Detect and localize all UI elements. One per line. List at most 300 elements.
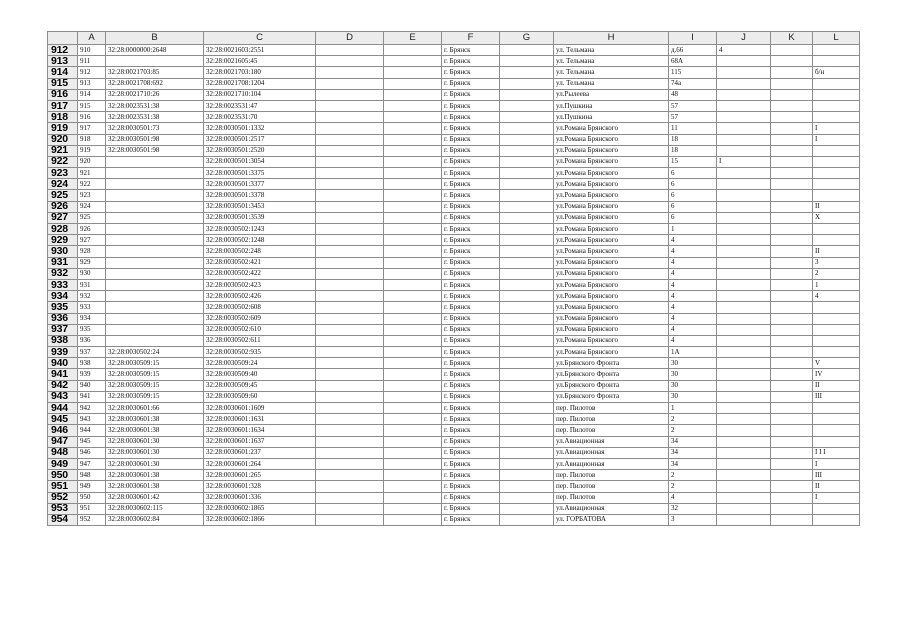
cell-b[interactable]	[106, 56, 204, 67]
cell-j[interactable]	[717, 425, 771, 436]
cell-k[interactable]	[771, 190, 813, 201]
cell-f[interactable]: г. Брянск	[442, 145, 500, 156]
cell-h[interactable]: ул. ГОРБАТОВА	[554, 514, 669, 525]
cell-i[interactable]: 6	[669, 201, 717, 212]
cell-c[interactable]: 32:28:0030501:3375	[204, 168, 316, 179]
cell-h[interactable]: ул.Романа Брянского	[554, 224, 669, 235]
cell-j[interactable]	[717, 78, 771, 89]
cell-g[interactable]	[500, 414, 554, 425]
row-header[interactable]: 952	[48, 492, 78, 503]
cell-l[interactable]: II	[813, 380, 860, 391]
cell-i[interactable]: 6	[669, 168, 717, 179]
cell-b[interactable]: 32:28:0030602:84	[106, 514, 204, 525]
cell-a[interactable]: 931	[78, 279, 106, 290]
cell-a[interactable]: 945	[78, 436, 106, 447]
cell-j[interactable]	[717, 335, 771, 346]
cell-j[interactable]	[717, 257, 771, 268]
row-header[interactable]: 933	[48, 279, 78, 290]
cell-h[interactable]: ул.Авиационная	[554, 436, 669, 447]
cell-j[interactable]	[717, 302, 771, 313]
cell-f[interactable]: г. Брянск	[442, 414, 500, 425]
cell-i[interactable]: 4	[669, 291, 717, 302]
cell-a[interactable]: 950	[78, 492, 106, 503]
cell-d[interactable]	[316, 123, 384, 134]
cell-b[interactable]: 32:28:0030601:30	[106, 447, 204, 458]
cell-b[interactable]	[106, 235, 204, 246]
cell-e[interactable]	[384, 156, 442, 167]
cell-l[interactable]	[813, 436, 860, 447]
cell-j[interactable]	[717, 201, 771, 212]
cell-j[interactable]	[717, 391, 771, 402]
cell-g[interactable]	[500, 201, 554, 212]
cell-l[interactable]: 2	[813, 268, 860, 279]
cell-h[interactable]: ул.Романа Брянского	[554, 134, 669, 145]
row-header[interactable]: 913	[48, 56, 78, 67]
cell-h[interactable]: ул.Брянского Фронта	[554, 358, 669, 369]
cell-g[interactable]	[500, 369, 554, 380]
cell-b[interactable]: 32:28:0023531:38	[106, 112, 204, 123]
row-header[interactable]: 935	[48, 302, 78, 313]
cell-i[interactable]: 57	[669, 100, 717, 111]
cell-i[interactable]: 30	[669, 358, 717, 369]
cell-c[interactable]: 32:28:0030502:611	[204, 335, 316, 346]
cell-c[interactable]: 32:28:0030502:935	[204, 347, 316, 358]
cell-a[interactable]: 923	[78, 190, 106, 201]
select-all-corner[interactable]	[48, 32, 78, 45]
cell-e[interactable]	[384, 268, 442, 279]
row-header[interactable]: 929	[48, 235, 78, 246]
cell-h[interactable]: ул.Романа Брянского	[554, 235, 669, 246]
cell-i[interactable]: 1	[669, 224, 717, 235]
cell-f[interactable]: г. Брянск	[442, 447, 500, 458]
cell-k[interactable]	[771, 134, 813, 145]
cell-e[interactable]	[384, 179, 442, 190]
cell-a[interactable]: 922	[78, 179, 106, 190]
cell-l[interactable]: 1	[813, 279, 860, 290]
cell-g[interactable]	[500, 436, 554, 447]
cell-f[interactable]: г. Брянск	[442, 514, 500, 525]
cell-a[interactable]: 934	[78, 313, 106, 324]
cell-c[interactable]: 32:28:0023531:70	[204, 112, 316, 123]
cell-i[interactable]: 30	[669, 380, 717, 391]
cell-d[interactable]	[316, 168, 384, 179]
cell-g[interactable]	[500, 179, 554, 190]
cell-l[interactable]: I	[813, 134, 860, 145]
cell-f[interactable]: г. Брянск	[442, 179, 500, 190]
cell-c[interactable]: 32:28:0030601:265	[204, 470, 316, 481]
cell-j[interactable]	[717, 246, 771, 257]
cell-j[interactable]	[717, 514, 771, 525]
cell-d[interactable]	[316, 458, 384, 469]
cell-h[interactable]: ул.Пушкина	[554, 100, 669, 111]
cell-b[interactable]: 32:28:0030502:24	[106, 347, 204, 358]
cell-g[interactable]	[500, 324, 554, 335]
cell-e[interactable]	[384, 347, 442, 358]
cell-c[interactable]: 32:28:0021708:1204	[204, 78, 316, 89]
cell-e[interactable]	[384, 313, 442, 324]
cell-f[interactable]: г. Брянск	[442, 425, 500, 436]
cell-k[interactable]	[771, 179, 813, 190]
cell-e[interactable]	[384, 458, 442, 469]
cell-g[interactable]	[500, 45, 554, 56]
cell-g[interactable]	[500, 347, 554, 358]
cell-a[interactable]: 921	[78, 168, 106, 179]
cell-e[interactable]	[384, 246, 442, 257]
cell-g[interactable]	[500, 78, 554, 89]
column-header-d[interactable]: D	[316, 32, 384, 45]
cell-g[interactable]	[500, 224, 554, 235]
cell-f[interactable]: г. Брянск	[442, 380, 500, 391]
cell-d[interactable]	[316, 436, 384, 447]
cell-j[interactable]	[717, 179, 771, 190]
cell-f[interactable]: г. Брянск	[442, 168, 500, 179]
cell-j[interactable]	[717, 492, 771, 503]
cell-d[interactable]	[316, 56, 384, 67]
cell-d[interactable]	[316, 335, 384, 346]
cell-b[interactable]	[106, 179, 204, 190]
cell-c[interactable]: 32:28:0030601:336	[204, 492, 316, 503]
cell-f[interactable]: г. Брянск	[442, 503, 500, 514]
cell-b[interactable]	[106, 291, 204, 302]
cell-g[interactable]	[500, 403, 554, 414]
cell-h[interactable]: ул.Авиационная	[554, 503, 669, 514]
cell-e[interactable]	[384, 224, 442, 235]
cell-l[interactable]	[813, 425, 860, 436]
cell-l[interactable]: II	[813, 481, 860, 492]
row-header[interactable]: 934	[48, 291, 78, 302]
cell-f[interactable]: г. Брянск	[442, 123, 500, 134]
cell-e[interactable]	[384, 380, 442, 391]
cell-j[interactable]	[717, 134, 771, 145]
row-header[interactable]: 936	[48, 313, 78, 324]
row-header[interactable]: 922	[48, 156, 78, 167]
cell-l[interactable]: I I I	[813, 447, 860, 458]
cell-j[interactable]	[717, 380, 771, 391]
cell-b[interactable]: 32:28:0030509:15	[106, 358, 204, 369]
cell-d[interactable]	[316, 470, 384, 481]
cell-e[interactable]	[384, 503, 442, 514]
cell-c[interactable]: 32:28:0030501:3054	[204, 156, 316, 167]
cell-e[interactable]	[384, 391, 442, 402]
cell-e[interactable]	[384, 403, 442, 414]
cell-f[interactable]: г. Брянск	[442, 56, 500, 67]
cell-l[interactable]	[813, 89, 860, 100]
cell-a[interactable]: 942	[78, 403, 106, 414]
cell-h[interactable]: ул. Тельмана	[554, 56, 669, 67]
cell-i[interactable]: 4	[669, 235, 717, 246]
column-header-b[interactable]: B	[106, 32, 204, 45]
cell-a[interactable]: 916	[78, 112, 106, 123]
cell-f[interactable]: г. Брянск	[442, 235, 500, 246]
cell-i[interactable]: 34	[669, 447, 717, 458]
cell-g[interactable]	[500, 235, 554, 246]
cell-k[interactable]	[771, 100, 813, 111]
cell-e[interactable]	[384, 335, 442, 346]
cell-l[interactable]	[813, 190, 860, 201]
cell-c[interactable]: 32:28:0030509:24	[204, 358, 316, 369]
cell-i[interactable]: 34	[669, 436, 717, 447]
cell-j[interactable]	[717, 324, 771, 335]
cell-l[interactable]: III	[813, 470, 860, 481]
cell-k[interactable]	[771, 201, 813, 212]
cell-d[interactable]	[316, 313, 384, 324]
row-header[interactable]: 944	[48, 403, 78, 414]
cell-d[interactable]	[316, 190, 384, 201]
cell-i[interactable]: 4	[669, 313, 717, 324]
cell-k[interactable]	[771, 492, 813, 503]
cell-d[interactable]	[316, 179, 384, 190]
cell-l[interactable]	[813, 78, 860, 89]
cell-h[interactable]: ул.Романа Брянского	[554, 347, 669, 358]
cell-d[interactable]	[316, 145, 384, 156]
cell-d[interactable]	[316, 156, 384, 167]
cell-e[interactable]	[384, 235, 442, 246]
cell-e[interactable]	[384, 302, 442, 313]
row-header[interactable]: 930	[48, 246, 78, 257]
cell-j[interactable]	[717, 369, 771, 380]
cell-e[interactable]	[384, 89, 442, 100]
cell-g[interactable]	[500, 212, 554, 223]
cell-d[interactable]	[316, 503, 384, 514]
cell-k[interactable]	[771, 470, 813, 481]
cell-d[interactable]	[316, 391, 384, 402]
cell-b[interactable]	[106, 302, 204, 313]
cell-g[interactable]	[500, 134, 554, 145]
cell-a[interactable]: 944	[78, 425, 106, 436]
row-header[interactable]: 949	[48, 458, 78, 469]
cell-a[interactable]: 949	[78, 481, 106, 492]
cell-h[interactable]: ул.Романа Брянского	[554, 313, 669, 324]
cell-g[interactable]	[500, 335, 554, 346]
cell-j[interactable]	[717, 56, 771, 67]
cell-b[interactable]: 32:28:0030601:38	[106, 470, 204, 481]
cell-d[interactable]	[316, 235, 384, 246]
cell-a[interactable]: 928	[78, 246, 106, 257]
row-header[interactable]: 915	[48, 78, 78, 89]
cell-a[interactable]: 919	[78, 145, 106, 156]
cell-l[interactable]	[813, 224, 860, 235]
row-header[interactable]: 912	[48, 45, 78, 56]
cell-i[interactable]: 4	[669, 335, 717, 346]
cell-b[interactable]: 32:28:0023531:38	[106, 100, 204, 111]
cell-j[interactable]: I	[717, 156, 771, 167]
cell-l[interactable]	[813, 168, 860, 179]
cell-a[interactable]: 910	[78, 45, 106, 56]
cell-h[interactable]: ул.Романа Брянского	[554, 324, 669, 335]
cell-e[interactable]	[384, 447, 442, 458]
cell-i[interactable]: 4	[669, 302, 717, 313]
cell-g[interactable]	[500, 257, 554, 268]
cell-l[interactable]	[813, 156, 860, 167]
column-header-i[interactable]: I	[669, 32, 717, 45]
cell-c[interactable]: 32:28:0030601:264	[204, 458, 316, 469]
cell-e[interactable]	[384, 190, 442, 201]
cell-a[interactable]: 936	[78, 335, 106, 346]
cell-i[interactable]: 18	[669, 145, 717, 156]
cell-d[interactable]	[316, 134, 384, 145]
cell-i[interactable]: 2	[669, 414, 717, 425]
cell-i[interactable]: 4	[669, 246, 717, 257]
cell-h[interactable]: ул.Авиационная	[554, 458, 669, 469]
cell-k[interactable]	[771, 335, 813, 346]
cell-k[interactable]	[771, 369, 813, 380]
cell-f[interactable]: г. Брянск	[442, 212, 500, 223]
cell-j[interactable]	[717, 224, 771, 235]
cell-i[interactable]: 18	[669, 134, 717, 145]
cell-j[interactable]	[717, 190, 771, 201]
cell-d[interactable]	[316, 514, 384, 525]
cell-a[interactable]: 913	[78, 78, 106, 89]
cell-g[interactable]	[500, 67, 554, 78]
cell-b[interactable]	[106, 257, 204, 268]
cell-b[interactable]: 32:28:0021710:26	[106, 89, 204, 100]
cell-j[interactable]	[717, 100, 771, 111]
cell-i[interactable]: 6	[669, 179, 717, 190]
cell-b[interactable]: 32:28:0030509:15	[106, 391, 204, 402]
cell-b[interactable]: 32:28:0030601:66	[106, 403, 204, 414]
cell-g[interactable]	[500, 56, 554, 67]
cell-h[interactable]: ул.Брянского Фронта	[554, 380, 669, 391]
cell-k[interactable]	[771, 279, 813, 290]
cell-k[interactable]	[771, 514, 813, 525]
cell-b[interactable]	[106, 324, 204, 335]
cell-h[interactable]: ул.Авиационная	[554, 447, 669, 458]
cell-d[interactable]	[316, 302, 384, 313]
cell-a[interactable]: 927	[78, 235, 106, 246]
cell-j[interactable]	[717, 414, 771, 425]
cell-b[interactable]	[106, 313, 204, 324]
cell-k[interactable]	[771, 89, 813, 100]
row-header[interactable]: 931	[48, 257, 78, 268]
cell-d[interactable]	[316, 403, 384, 414]
row-header[interactable]: 953	[48, 503, 78, 514]
cell-k[interactable]	[771, 257, 813, 268]
cell-h[interactable]: ул.Романа Брянского	[554, 190, 669, 201]
cell-j[interactable]	[717, 67, 771, 78]
cell-c[interactable]: 32:28:0030501:2520	[204, 145, 316, 156]
cell-i[interactable]: 2	[669, 470, 717, 481]
row-header[interactable]: 917	[48, 100, 78, 111]
cell-j[interactable]	[717, 279, 771, 290]
cell-k[interactable]	[771, 302, 813, 313]
cell-c[interactable]: 32:28:0030601:328	[204, 481, 316, 492]
cell-j[interactable]	[717, 145, 771, 156]
cell-i[interactable]: 6	[669, 212, 717, 223]
cell-k[interactable]	[771, 458, 813, 469]
cell-b[interactable]: 32:28:0030601:30	[106, 436, 204, 447]
cell-d[interactable]	[316, 78, 384, 89]
column-header-h[interactable]: H	[554, 32, 669, 45]
cell-a[interactable]: 933	[78, 302, 106, 313]
cell-i[interactable]: 30	[669, 369, 717, 380]
cell-a[interactable]: 929	[78, 257, 106, 268]
cell-b[interactable]: 32:28:0021708:692	[106, 78, 204, 89]
cell-j[interactable]	[717, 481, 771, 492]
cell-c[interactable]: 32:28:0030502:610	[204, 324, 316, 335]
column-header-a[interactable]: A	[78, 32, 106, 45]
cell-f[interactable]: г. Брянск	[442, 369, 500, 380]
cell-f[interactable]: г. Брянск	[442, 78, 500, 89]
cell-h[interactable]: ул.Рылеева	[554, 89, 669, 100]
cell-i[interactable]: 74а	[669, 78, 717, 89]
cell-l[interactable]: 4	[813, 291, 860, 302]
cell-b[interactable]	[106, 335, 204, 346]
cell-i[interactable]: 11	[669, 123, 717, 134]
cell-g[interactable]	[500, 447, 554, 458]
cell-k[interactable]	[771, 436, 813, 447]
cell-b[interactable]: 32:28:0021703:85	[106, 67, 204, 78]
column-header-e[interactable]: E	[384, 32, 442, 45]
cell-f[interactable]: г. Брянск	[442, 324, 500, 335]
cell-e[interactable]	[384, 470, 442, 481]
cell-h[interactable]: пер. Пилотов	[554, 492, 669, 503]
cell-h[interactable]: ул.Романа Брянского	[554, 291, 669, 302]
cell-b[interactable]	[106, 168, 204, 179]
cell-l[interactable]: III	[813, 391, 860, 402]
cell-e[interactable]	[384, 67, 442, 78]
cell-i[interactable]: 4	[669, 268, 717, 279]
cell-c[interactable]: 32:28:0023531:47	[204, 100, 316, 111]
cell-a[interactable]: 943	[78, 414, 106, 425]
cell-h[interactable]: ул.Романа Брянского	[554, 335, 669, 346]
cell-l[interactable]: II	[813, 246, 860, 257]
cell-k[interactable]	[771, 425, 813, 436]
cell-f[interactable]: г. Брянск	[442, 313, 500, 324]
row-header[interactable]: 946	[48, 425, 78, 436]
column-header-f[interactable]: F	[442, 32, 500, 45]
cell-a[interactable]: 951	[78, 503, 106, 514]
cell-c[interactable]: 32:28:0030502:248	[204, 246, 316, 257]
column-header-j[interactable]: J	[717, 32, 771, 45]
cell-l[interactable]: б/н	[813, 67, 860, 78]
cell-l[interactable]	[813, 347, 860, 358]
cell-e[interactable]	[384, 56, 442, 67]
cell-c[interactable]: 32:28:0030601:1634	[204, 425, 316, 436]
cell-d[interactable]	[316, 45, 384, 56]
cell-k[interactable]	[771, 156, 813, 167]
cell-g[interactable]	[500, 168, 554, 179]
cell-f[interactable]: г. Брянск	[442, 492, 500, 503]
cell-a[interactable]: 911	[78, 56, 106, 67]
cell-g[interactable]	[500, 458, 554, 469]
cell-l[interactable]	[813, 414, 860, 425]
cell-h[interactable]: ул.Брянского Фронта	[554, 369, 669, 380]
row-header[interactable]: 950	[48, 470, 78, 481]
row-header[interactable]: 942	[48, 380, 78, 391]
cell-h[interactable]: ул.Романа Брянского	[554, 156, 669, 167]
cell-i[interactable]: 48	[669, 89, 717, 100]
cell-d[interactable]	[316, 201, 384, 212]
cell-i[interactable]: 32	[669, 503, 717, 514]
cell-a[interactable]: 915	[78, 100, 106, 111]
cell-i[interactable]: 3	[669, 514, 717, 525]
cell-c[interactable]: 32:28:0030509:60	[204, 391, 316, 402]
cell-d[interactable]	[316, 492, 384, 503]
cell-h[interactable]: ул.Романа Брянского	[554, 302, 669, 313]
cell-e[interactable]	[384, 291, 442, 302]
cell-a[interactable]: 940	[78, 380, 106, 391]
cell-g[interactable]	[500, 246, 554, 257]
cell-e[interactable]	[384, 212, 442, 223]
cell-d[interactable]	[316, 291, 384, 302]
cell-d[interactable]	[316, 112, 384, 123]
cell-a[interactable]: 924	[78, 201, 106, 212]
cell-l[interactable]: IV	[813, 369, 860, 380]
cell-k[interactable]	[771, 481, 813, 492]
cell-k[interactable]	[771, 224, 813, 235]
cell-f[interactable]: г. Брянск	[442, 201, 500, 212]
cell-f[interactable]: г. Брянск	[442, 268, 500, 279]
